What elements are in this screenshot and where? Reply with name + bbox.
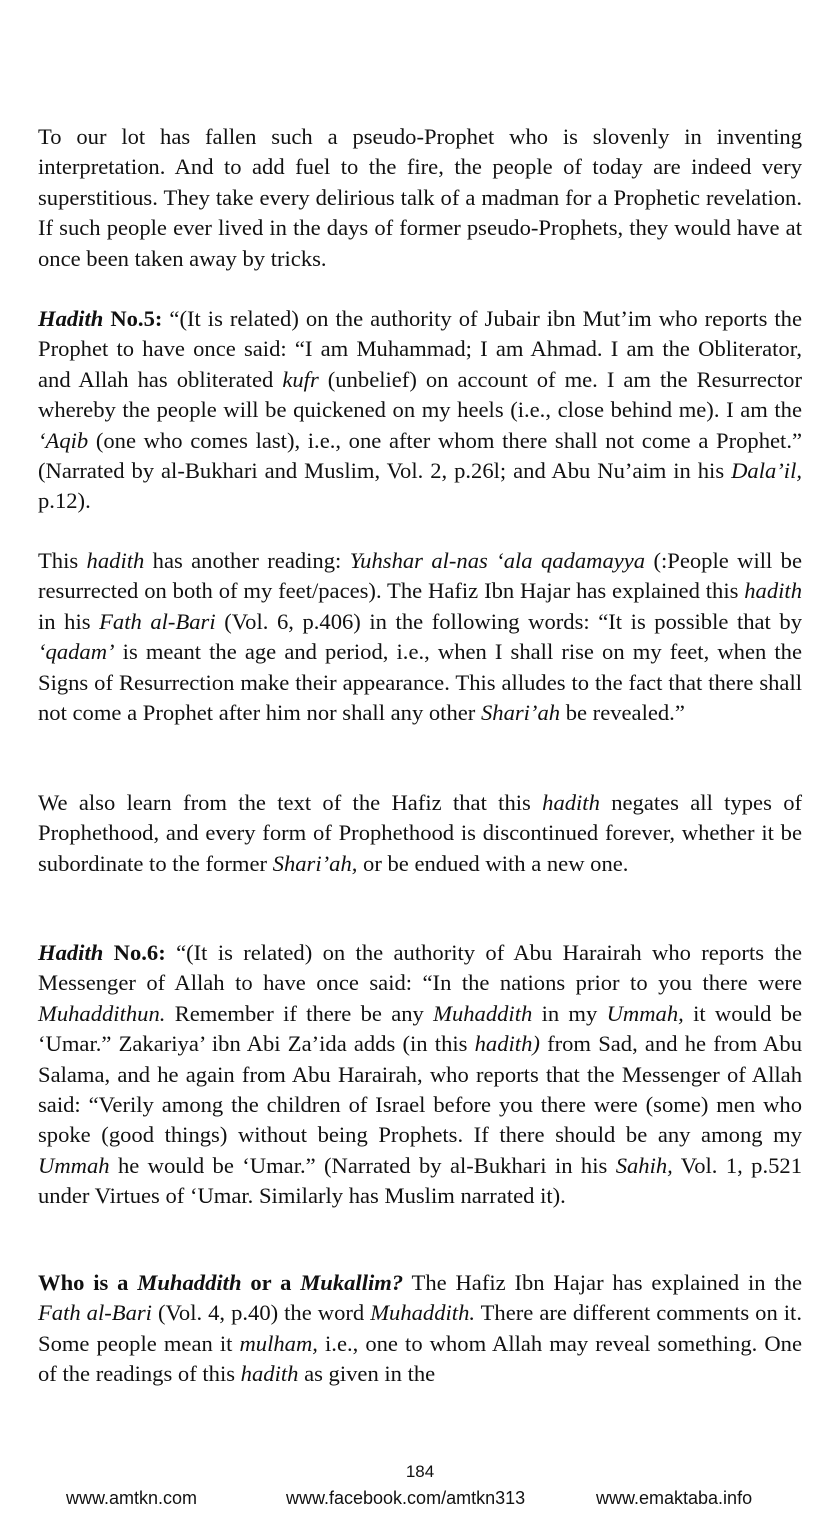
text-segment: ‘qadam’ — [38, 639, 115, 665]
text-segment: it would be ‘Umar.” Zakariya’ ibn Abi Za’ida adds (in this — [38, 1000, 803, 1057]
text-segment: No.5: — [103, 306, 170, 331]
text-segment: hadith — [744, 578, 802, 604]
text-segment: mulham, — [239, 1330, 318, 1356]
text-segment: hadith — [86, 548, 145, 573]
text-segment: Shari’ah, — [272, 850, 358, 876]
paragraph-hafiz-commentary — [38, 788, 802, 879]
footer-link-amtkn[interactable]: www.amtkn.com — [66, 1488, 198, 1508]
text-segment: We also learn from the text of the Hafiz that this — [38, 790, 543, 815]
text-segment: ‘Aqib — [38, 427, 89, 453]
text-segment: Muhaddith — [433, 1000, 533, 1026]
text-segment: negates all types of Prophethood, and every form of Prophethood is discontinued forever, whether it be subordinate to the former — [38, 790, 803, 876]
page-footer — [0, 1488, 840, 1512]
text-segment: be revealed.” — [560, 700, 685, 726]
text-segment: There are different comments on it. Some people mean it — [38, 1300, 802, 1356]
text-segment: Muhaddith — [137, 1270, 242, 1295]
text-segment: from Sad, and he from Abu Salama, and he again from Abu Harairah, who reports that the Messenger of Allah said: “Verily among the children of Israel before you there were (some) men who spoke (good things) without being Prophets. If there should be any among my — [38, 1031, 802, 1148]
text-segment: Ummah, — [606, 1000, 684, 1026]
paragraph-intro — [38, 122, 802, 274]
paragraph-hadith-5 — [38, 304, 802, 517]
text-segment: Muhaddith. — [370, 1300, 476, 1326]
text-segment: (unbelief) on account of me. I am the Resurrector whereby the people will be quickened on my heels (i.e., close behind me). I am the — [38, 366, 802, 423]
text-segment: Muhaddithun. — [38, 1000, 166, 1026]
text-segment: Remember if there be any — [165, 1000, 434, 1026]
paragraph-hadith-6 — [38, 938, 802, 1212]
text-segment: hadith — [240, 1361, 299, 1387]
text-segment: in my — [532, 1000, 607, 1026]
text-segment: (one who comes last), i.e., one after whom there shall not come a Prophet.” (Narrated by al-Bukhari and Muslim, Vol. 2, p.26l; and Abu Nu’aim in his — [38, 427, 802, 484]
text-segment: or be endued with a new one. — [357, 850, 629, 876]
text-segment: Who is a — [38, 1270, 138, 1295]
text-segment: The Hafiz Ibn Hajar has explained in the — [403, 1270, 802, 1295]
text-segment: Mukallim? — [300, 1270, 404, 1295]
text-segment: Hadith — [38, 940, 104, 965]
text-segment: Ummah — [38, 1152, 110, 1178]
footer-link-emaktaba[interactable]: www.emaktaba.info — [596, 1488, 753, 1508]
text-segment: Sahih, — [615, 1152, 673, 1178]
text-segment: Fath al-Bari — [99, 608, 216, 634]
paragraph-hadith-5-reading — [38, 546, 802, 728]
text-segment: Shari’ah — [480, 700, 561, 726]
text-segment: Vol. 1, p.521 under Virtues of ‘Umar. Similarly has Muslim narrated it). — [38, 1152, 803, 1209]
text-segment: Fath al-Bari — [38, 1300, 152, 1326]
text-segment: i.e., one to whom Allah may reveal something. One of the readings of this — [38, 1330, 803, 1387]
page-number: 184 — [405, 1462, 435, 1481]
text-segment: hadith — [542, 790, 600, 815]
text-segment: “(It is related) on the authority of Jubair ibn Mut’im who reports the Prophet to have once said: “I am Muhammad; I am Ahmad. I am the Obliterator, and Allah has obliterated — [38, 306, 802, 392]
text-segment: (Vol. 6, p.406) in the following words: “It is possible that by — [215, 608, 802, 634]
text-segment: (:People will be resurrected on both of my feet/paces). The Hafiz Ibn Hajar has explained this — [38, 548, 802, 604]
footer-link-facebook[interactable]: www.facebook.com/amtkn313 — [286, 1488, 526, 1508]
text-segment: in his — [38, 608, 100, 634]
text-segment: p.12). — [38, 488, 91, 514]
text-segment: “(It is related) on the authority of Abu Harairah who reports the Messenger of Allah to have once said: “In the nations prior to you there were — [38, 940, 802, 996]
text-segment: This — [38, 548, 87, 573]
text-segment: No.6: — [103, 940, 177, 965]
text-segment: is meant the age and period, i.e., when I shall rise on my feet, when the Signs of Resurrection make their appearance. This alludes to the fact that there shall not come a Prophet after him nor shall any other — [38, 639, 802, 726]
text-segment: (Vol. 4, p.40) the word — [151, 1300, 371, 1326]
text-segment: as given in the — [298, 1361, 436, 1387]
text-segment: Hadith — [38, 306, 104, 331]
text-segment: he would be ‘Umar.” (Narrated by al-Bukhari in his — [109, 1152, 616, 1178]
text-segment: or a — [241, 1270, 301, 1295]
text-segment: has another reading: — [144, 548, 350, 573]
text-segment: Yuhshar al-nas ‘ala qadamayya — [349, 548, 646, 573]
text-segment: kufr — [282, 366, 319, 392]
text-segment: hadith) — [474, 1031, 540, 1057]
text-segment: To our lot has fallen such a pseudo-Prophet who is slovenly in inventing interpretation. And to add fuel to the fire, the people of today are indeed very superstitious. They take every delirious talk of a madman for a Prophetic revelation. If such people ever lived in the days of former pseudo-Prophets, they would have at once been taken away by tricks. — [38, 124, 802, 271]
text-segment: Dala’il, — [731, 458, 802, 484]
paragraph-muhaddith-definition — [38, 1268, 802, 1390]
